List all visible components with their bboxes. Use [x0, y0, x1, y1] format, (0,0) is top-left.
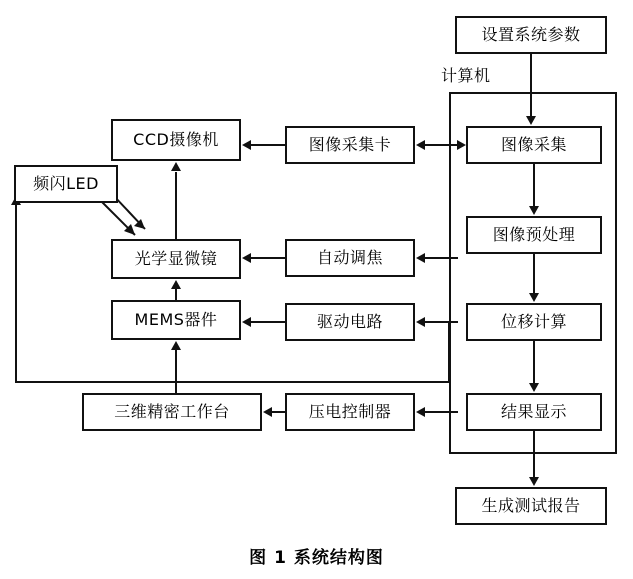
arrowhead-setparams-to-capture [526, 116, 536, 125]
node-generate-report[interactable]: 生成测试报告 [455, 487, 607, 525]
connector-framegrabber-to-ccd [250, 144, 285, 146]
node-xyz-stage[interactable]: 三维精密工作台 [82, 393, 262, 431]
arrowhead-result-to-piezo [416, 407, 425, 417]
node-image-preprocess[interactable]: 图像预处理 [466, 216, 602, 254]
connector-feedback-vertical-left [15, 203, 17, 383]
arrowhead-piezo-to-stage [263, 407, 272, 417]
node-set-params[interactable]: 设置系统参数 [455, 16, 607, 54]
arrowhead-preprocess-to-displacement [529, 293, 539, 302]
connector-feedback-horizontal-bottom [15, 381, 450, 383]
connector-preprocess-to-displacement [533, 254, 535, 294]
connector-displacement-to-drive [424, 321, 458, 323]
node-frame-grabber[interactable]: 图像采集卡 [285, 126, 415, 164]
node-drive-circuit[interactable]: 驱动电路 [285, 303, 415, 341]
node-optical-microscope[interactable]: 光学显微镜 [111, 239, 241, 279]
connector-capture-to-framegrabber [424, 144, 458, 146]
node-mems-device[interactable]: MEMS器件 [111, 300, 241, 340]
arrowhead-capture-to-framegrabber [416, 140, 425, 150]
node-displacement-calc[interactable]: 位移计算 [466, 303, 602, 341]
node-ccd-camera[interactable]: CCD摄像机 [111, 119, 241, 161]
arrowhead-autofocus-to-microscope [242, 253, 251, 263]
arrowhead-capture-to-preprocess [529, 206, 539, 215]
connector-displacement-to-result [533, 341, 535, 384]
connector-autofocus-to-microscope [250, 257, 285, 259]
node-piezo-controller[interactable]: 压电控制器 [285, 393, 415, 431]
connector-microscope-to-ccd [175, 172, 177, 240]
connector-drive-to-mems [250, 321, 285, 323]
connector-piezo-to-stage [271, 411, 286, 413]
figure-caption: 图 1 系统结构图 [249, 548, 384, 568]
arrowhead-mems-to-microscope [171, 280, 181, 289]
arrowhead-computer-to-autofocus [416, 253, 425, 263]
connector-feedback-vertical-right [448, 321, 450, 383]
computer-label: 计算机 [441, 66, 491, 85]
node-strobe-led[interactable]: 频闪LED [14, 165, 118, 203]
arrowhead-displacement-to-result [529, 383, 539, 392]
arrowhead-framegrabber-to-capture [457, 140, 466, 150]
connector-capture-to-preprocess [533, 164, 535, 207]
arrowhead-displacement-to-drive [416, 317, 425, 327]
arrowhead-framegrabber-to-ccd [242, 140, 251, 150]
arrowhead-drive-to-mems [242, 317, 251, 327]
arrowhead-microscope-to-ccd [171, 162, 181, 171]
arrowhead-stage-to-mems [171, 341, 181, 350]
node-auto-focus[interactable]: 自动调焦 [285, 239, 415, 277]
node-result-display[interactable]: 结果显示 [466, 393, 602, 431]
node-image-capture[interactable]: 图像采集 [466, 126, 602, 164]
connector-result-to-piezo [424, 411, 458, 413]
connector-result-to-report [533, 431, 535, 478]
connector-stage-to-mems [175, 350, 177, 393]
connector-computer-to-autofocus [424, 257, 458, 259]
arrowhead-result-to-report [529, 477, 539, 486]
connector-setparams-to-capture [530, 54, 532, 117]
